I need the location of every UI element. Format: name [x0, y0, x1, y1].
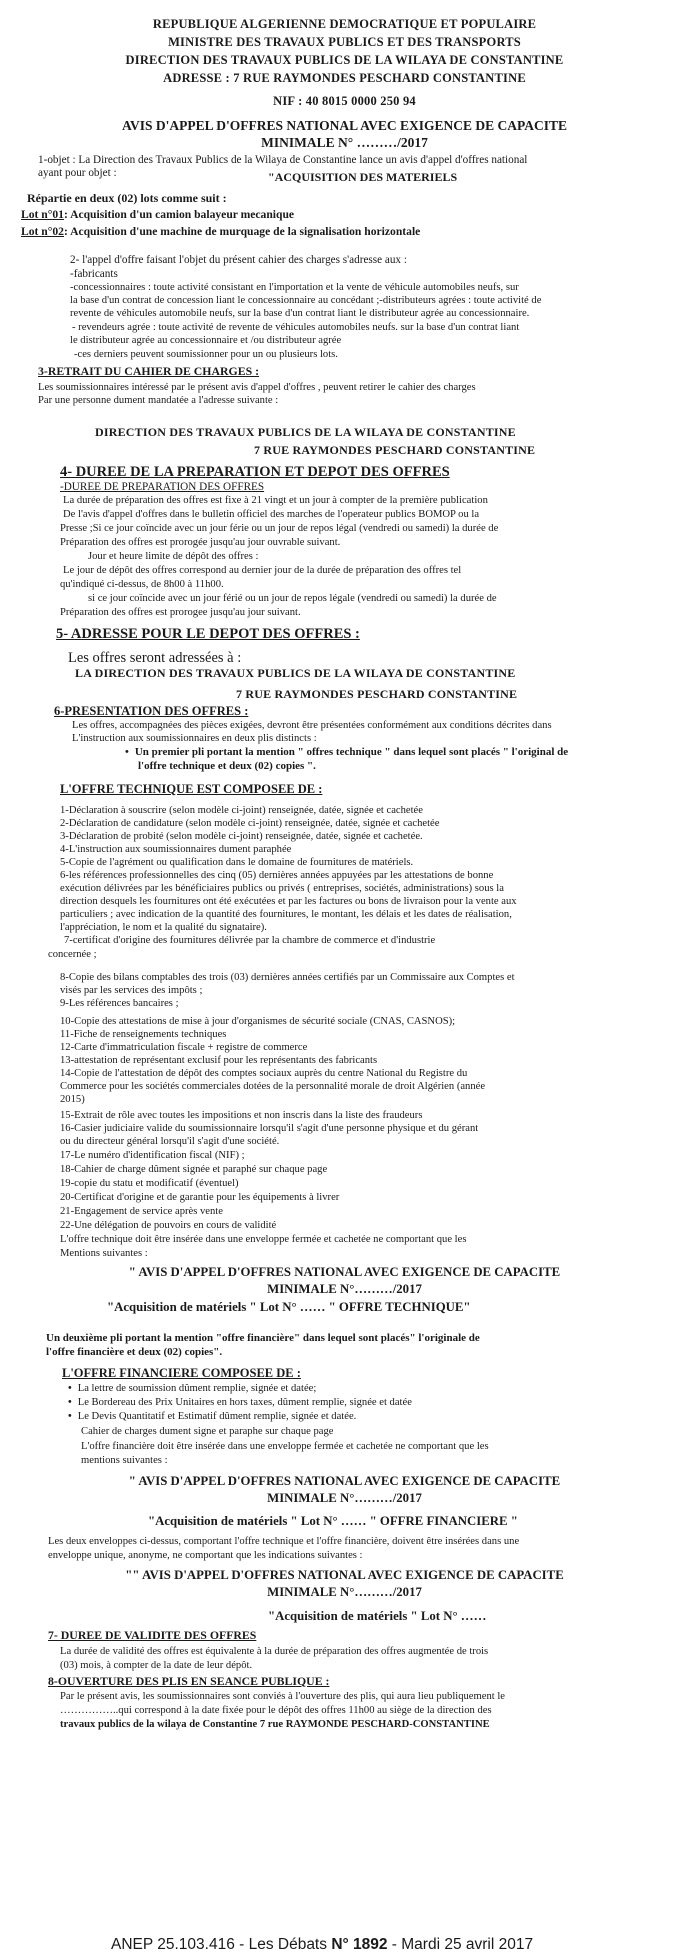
s6-line-2: L'instruction aux soumissionnaires en deux plis distincts :	[72, 733, 317, 744]
tech-item: visés par les services des impôts ;	[60, 985, 203, 996]
s2-line-8: -ces derniers peuvent soumissionner pour un ou plusieurs lots.	[74, 349, 338, 360]
fin-bullet: • Le Devis Quantitatif et Estimatif dûment remplie, signée et datée.	[68, 1412, 356, 1423]
s6-title: 6-PRESENTATION DES OFFRES :	[54, 704, 249, 718]
tech-item: Commerce pour les sociétés commerciales dotées de la personnalité morale de droit Algérien (année	[60, 1081, 486, 1092]
s2-line-5: revente de véhicules automobile neufs, sur la base d'un contrat liant le distributeur agrée au concessionnaire.	[70, 308, 530, 319]
footer-date: - Mardi 25 avril 2017	[387, 1936, 534, 1953]
tech-title: L'OFFRE TECHNIQUE EST COMPOSEE DE :	[60, 782, 323, 796]
footer-issue-number: N° 1892	[331, 1936, 388, 1953]
tech-item: 11-Fiche de renseignements techniques	[60, 1029, 227, 1040]
addr1-line-2: 7 RUE RAYMONDES PESCHARD CONSTANTINE	[254, 443, 536, 457]
s7-title: 7- DUREE DE VALIDITE DES OFFRES	[48, 1628, 257, 1642]
footer-ref: ANEP 25.103.416 - Les Débats	[111, 1936, 332, 1953]
tech-item: 5-Copie de l'agrément ou qualification dans le domaine de fournitures de matériels.	[60, 857, 414, 868]
tech-item: 13-attestation de représentant exclusif pour les représentants des fabricants	[60, 1055, 378, 1066]
lot-2-text: : Acquisition d'une machine de murquage de la signalisation horizontale	[63, 225, 421, 238]
s4-line-9: Préparation des offres est prorogee jusqu'au jour suivant.	[60, 607, 301, 618]
s6-line-1: Les offres, accompagnées des pièces exigées, devront être présentées conformément aux conditions décrites dans	[72, 720, 552, 731]
s4-title: 4- DUREE DE LA PREPARATION ET DEPOT DES OFFRES	[60, 464, 450, 480]
tech-item: l'appréciation, le nom et la qualité du signataire).	[60, 922, 267, 933]
second-pli-line-2: l'offre financière et deux (02) copies".	[46, 1346, 223, 1358]
tech-item: 20-Certificat d'origine et de garantie pour les équipements à livrer	[60, 1192, 340, 1203]
tech-item: 19-copie du statu et modificatif (éventuel)	[60, 1178, 239, 1189]
header-nif: NIF : 40 8015 0000 250 94	[273, 94, 416, 108]
tech-item: 15-Extrait de rôle avec toutes les impositions et non inscris dans la liste des fraudeurs	[60, 1110, 423, 1121]
s2-line-6: - revendeurs agrée : toute activité de revente de véhicules automobiles neufs. sur la base d'un contrat liant	[72, 322, 520, 333]
tech-item: 9-Les références bancaires ;	[60, 998, 179, 1009]
fin-bullet: • La lettre de soumission dûment remplie, signée et datée;	[68, 1384, 316, 1395]
fin-bullet: • Le Bordereau des Prix Unitaires en hors taxes, dûment remplie, signée et datée	[68, 1398, 412, 1409]
env3-title-1: "" AVIS D'APPEL D'OFFRES NATIONAL AVEC EXIGENCE DE CAPACITE	[125, 1568, 564, 1582]
s4-line-1: La durée de préparation des offres est fixe à 21 vingt et un jour à compter de la première publication	[63, 495, 488, 506]
two-env-line-2: enveloppe unique, anonyme, ne comportant que les indications suivantes :	[48, 1550, 363, 1561]
addr2-line-1: LA DIRECTION DES TRAVAUX PUBLICS DE LA WILAYA DE CONSTANTINE	[75, 666, 516, 680]
tech-item: 17-Le numéro d'identification fiscal (NIF) ;	[60, 1150, 245, 1161]
s4-subtitle: -DUREE DE PREPARATION DES OFFRES	[60, 481, 265, 493]
fin-more-line-3: mentions suivantes :	[81, 1455, 168, 1466]
header-line-2: MINISTRE DES TRAVAUX PUBLICS ET DES TRANSPORTS	[168, 35, 521, 49]
notice-title-1: AVIS D'APPEL D'OFFRES NATIONAL AVEC EXIGENCE DE CAPACITE	[122, 118, 567, 133]
addr1-line-1: DIRECTION DES TRAVAUX PUBLICS DE LA WILAYA DE CONSTANTINE	[95, 425, 516, 439]
lot-2	[21, 226, 420, 238]
tech-envelope-line-1: L'offre technique doit être insérée dans une enveloppe fermée et cachetée ne comportant que les	[60, 1234, 467, 1245]
env2-lot: "Acquisition de matériels " Lot N° …… " OFFRE FINANCIERE "	[148, 1514, 518, 1528]
two-env-line-1: Les deux enveloppes ci-dessus, comportant l'offre technique et l'offre financière, doivent être insérées dans une	[48, 1536, 520, 1547]
s3-line-2: Par une personne dument mandatée a l'adresse suivante :	[38, 395, 279, 406]
s2-line-4: la base d'un contrat de concession liant le concessionnaire au concédant ;-distributeurs agrées : toute activité de	[70, 295, 542, 306]
header-line-1: REPUBLIQUE ALGERIENNE DEMOCRATIQUE ET POPULAIRE	[152, 17, 537, 31]
s4-line-6: Le jour de dépôt des offres correspond au dernier jour de la durée de préparation des offres tel	[63, 565, 462, 576]
s4-line-7: qu'indiqué ci-dessus, de 8h00 à 11h00.	[60, 579, 224, 590]
s3-line-1: Les soumissionnaires intéressé par le présent avis d'appel d'offres , peuvent retirer le cahier des charges	[38, 382, 476, 393]
header-line-3: DIRECTION DES TRAVAUX PUBLICS DE LA WILAYA DE CONSTANTINE	[125, 53, 564, 67]
tech-item: 22-Une délégation de pouvoirs en cours de validité	[60, 1220, 277, 1231]
addr2-line-2: 7 RUE RAYMONDES PESCHARD CONSTANTINE	[236, 687, 518, 701]
lot-1-text: : Acquisition d'un camion balayeur mecanique	[63, 208, 295, 221]
tech-item: 4-L'instruction aux soumissionnaires dument paraphée	[60, 844, 292, 855]
fin-more-line-2: L'offre financière doit être insérée dans une enveloppe fermée et cachetée ne comportant que les	[81, 1441, 489, 1452]
header-line-4: ADRESSE : 7 RUE RAYMONDES PESCHARD CONSTANTINE	[163, 71, 526, 85]
objet-line-2: ayant pour objet :	[38, 167, 117, 179]
env1-title-2: MINIMALE N°………/2017	[267, 1282, 422, 1296]
lot-1	[21, 209, 294, 221]
lot-1-label: Lot n°01	[21, 208, 64, 221]
tech-item: 21-Engagement de service après vente	[60, 1206, 223, 1217]
tech-item: particuliers ; avec indication de la quantité des fournitures, le montant, les délais et les dates de réalisation,	[60, 909, 512, 920]
s4-line-3: Presse ;Si ce jour coïncide avec un jour férie ou un jour de repos légal (vendredi ou samedi) la durée de	[60, 523, 499, 534]
lot-2-label: Lot n°02	[21, 225, 64, 238]
second-pli-line-1: Un deuxième pli portant la mention "offre financière" dans lequel sont placés" l'originale de	[46, 1332, 480, 1344]
tech-item: 2015)	[60, 1094, 85, 1105]
tech-item: direction desquels les fournitures ont été exécutées et par les factures ou bons de livraison pour la vente aux	[60, 896, 517, 907]
s4-line-4: Préparation des offres est prorogée jusqu'au jour ouvrable suivant.	[60, 537, 341, 548]
tech-item: 6-les références professionnelles des cinq (05) dernières années appuyées par les attestations de bonne	[60, 870, 494, 881]
s4-line-5: Jour et heure limite de dépôt des offres :	[88, 551, 259, 562]
tech-item: 10-Copie des attestations de mise à jour d'organismes de sécurité sociale (CNAS, CASNOS);	[60, 1016, 456, 1027]
s7-line-2: (03) mois, à compter de la date de leur dépôt.	[60, 1660, 253, 1671]
tech-item: 12-Carte d'immatriculation fiscale + registre de commerce	[60, 1042, 308, 1053]
notice-title-2: MINIMALE N° ………/2017	[261, 135, 428, 150]
tech-item: 16-Casier judiciaire valide du soumissionnaire lorsqu'il s'agit d'une personne physique et du gérant	[60, 1123, 479, 1134]
tech-item: 1-Déclaration à souscrire (selon modèle ci-joint) renseignée, datée, signée et cachetée	[60, 805, 423, 816]
tech-item: 2-Déclaration de candidature (selon modèle ci-joint) renseignée, datée, signée et cachetée	[60, 818, 440, 829]
tech-item: 7-certificat d'origine des fournitures délivrée par la chambre de commerce et d'industrie	[64, 935, 436, 946]
tech-envelope-line-2: Mentions suivantes :	[60, 1248, 148, 1259]
s7-line-1: La durée de validité des offres est équivalente à la durée de préparation des offres augmentée de trois	[60, 1646, 489, 1657]
s8-line-1: Par le présent avis, les soumissionnaires sont conviés à l'ouverture des plis, qui aura lieu publiquement le	[60, 1691, 505, 1702]
s4-line-2: De l'avis d'appel d'offres dans le bulletin officiel des marches de l'operateur publics BOMOP ou la	[63, 509, 480, 520]
objet-title: "ACQUISITION DES MATERIELS	[268, 170, 458, 184]
env3-lot: "Acquisition de matériels " Lot N° ……	[268, 1609, 487, 1623]
tech-item: 18-Cahier de charge dûment signée et paraphé sur chaque page	[60, 1164, 328, 1175]
tech-item: 14-Copie de l'attestation de dépôt des comptes sociaux auprès du centre National du Registre du	[60, 1068, 468, 1079]
tech-item: 8-Copie des bilans comptables des trois (03) dernières années certifiés par un Commissaire aux Comptes et	[60, 972, 515, 983]
s4-line-8: si ce jour coïncide avec un jour férié ou un jour de repos légale (vendredi ou samedi) la durée de	[88, 593, 497, 604]
tech-item: 3-Déclaration de probité (selon modèle ci-joint) renseignée, datée, signée et cachetée.	[60, 831, 423, 842]
fin-title: L'OFFRE FINANCIERE COMPOSEE DE :	[62, 1366, 301, 1380]
env2-title-1: " AVIS D'APPEL D'OFFRES NATIONAL AVEC EXIGENCE DE CAPACITE	[128, 1474, 561, 1488]
env1-title-1: " AVIS D'APPEL D'OFFRES NATIONAL AVEC EXIGENCE DE CAPACITE	[128, 1265, 561, 1279]
s8-line-2: ……………..qui correspond à la date fixée pour le dépôt des offres 11h00 au siège de la direction des	[60, 1705, 492, 1716]
s6-bullet-line-2: l'offre technique et deux (02) copies ".	[138, 760, 316, 772]
s2-line-2: -fabricants	[70, 268, 118, 280]
footer-line	[111, 1937, 533, 1953]
tech-item: concernée ;	[48, 949, 97, 960]
tech-item: exécution délivrées par les bénéficiaires publics ou privés ( entreprises, sociétés, administrations) sous la	[60, 883, 504, 894]
s8-title: 8-OUVERTURE DES PLIS EN SEANCE PUBLIQUE :	[48, 1674, 330, 1688]
s6-bullet-line-1: • Un premier pli portant la mention " offres technique " dans lequel sont placés " l'original de	[125, 747, 568, 758]
s2-line-7: le distributeur agrée au concessionnaire et /ou distributeur agrée	[70, 335, 342, 346]
footer	[0, 1935, 689, 1957]
tech-item: ou du directeur général lorsqu'il s'agit d'une société.	[60, 1136, 280, 1147]
s5-title: 5- ADRESSE POUR LE DEPOT DES OFFRES :	[56, 626, 360, 642]
env2-title-2: MINIMALE N°………/2017	[267, 1491, 422, 1505]
repartie-lots: Répartie en deux (02) lots comme suit :	[27, 191, 227, 205]
s3-title: 3-RETRAIT DU CAHIER DE CHARGES :	[38, 364, 260, 378]
s5-intro: Les offres seront adressées à :	[68, 650, 242, 666]
objet-line-1: 1-objet : La Direction des Travaux Publics de la Wilaya de Constantine lance un avis d'appel d'offres national	[38, 154, 528, 166]
env3-title-2: MINIMALE N°………/2017	[267, 1585, 422, 1599]
s2-line-1: 2- l'appel d'offre faisant l'objet du présent cahier des charges s'adresse aux :	[70, 254, 407, 266]
s2-line-3: -concessionnaires : toute activité consistant en l'importation et la vente de véhicule automobiles neufs, sur	[70, 282, 519, 293]
s8-line-3: travaux publics de la wilaya de Constantine 7 rue RAYMONDE PESCHARD-CONSTANTINE	[60, 1719, 490, 1730]
env1-lot: "Acquisition de matériels " Lot N° …… " OFFRE TECHNIQUE"	[107, 1300, 471, 1314]
fin-more-line-1: Cahier de charges dument signe et paraphe sur chaque page	[81, 1426, 334, 1437]
